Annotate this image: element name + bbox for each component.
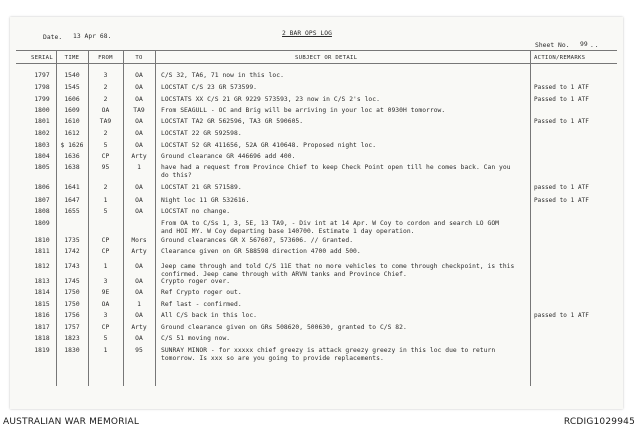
to-cell: OA bbox=[135, 184, 143, 191]
to-cell: TA9 bbox=[133, 107, 145, 114]
from-cell: 1 bbox=[103, 347, 108, 354]
date-label: Date. bbox=[43, 34, 63, 41]
serial-cell: 1802 bbox=[34, 130, 50, 137]
serial-cell: 1799 bbox=[34, 96, 50, 103]
to-cell: OA bbox=[135, 263, 143, 270]
serial-cell: 1805 bbox=[34, 164, 50, 171]
table-row bbox=[10, 84, 623, 93]
sheet-dots: .. bbox=[590, 42, 600, 49]
time-cell: 1745 bbox=[64, 278, 80, 285]
log-sheet bbox=[10, 17, 623, 409]
subject-line: tomorrow. Is xxx so are you going to provide replacements. bbox=[161, 355, 384, 362]
table-row bbox=[10, 142, 623, 151]
subject-line: LOCSTAT 21 GR 571589. bbox=[161, 184, 242, 191]
from-cell: 3 bbox=[103, 312, 108, 319]
action-cell: passed to 1 ATF bbox=[534, 312, 589, 319]
serial-cell: 1798 bbox=[34, 84, 50, 91]
serial-cell: 1816 bbox=[34, 312, 50, 319]
col-header-action: ACTION/REMARKS bbox=[534, 55, 586, 61]
table-row bbox=[10, 164, 623, 179]
subject-line: SUNRAY MINOR - for xxxxx chief greezy is attack greezy greezy in this loc due to return bbox=[161, 347, 496, 354]
time-cell: 1742 bbox=[64, 248, 80, 255]
time-cell: 1823 bbox=[64, 335, 80, 342]
from-cell: 2 bbox=[103, 84, 108, 91]
serial-cell: 1803 bbox=[34, 142, 50, 149]
table-row bbox=[10, 263, 623, 278]
serial-cell: 1818 bbox=[34, 335, 50, 342]
serial-cell: 1815 bbox=[34, 301, 50, 308]
to-cell: OA bbox=[135, 84, 143, 91]
table-row bbox=[10, 237, 623, 246]
from-cell: 3 bbox=[103, 72, 108, 79]
subject-line: Ref last - confirmed. bbox=[161, 301, 242, 308]
to-cell: OA bbox=[135, 72, 143, 79]
to-cell: Arty bbox=[131, 248, 147, 255]
to-cell: 95 bbox=[135, 347, 143, 354]
action-cell: Passed to 1 ATF bbox=[534, 197, 589, 204]
table-row bbox=[10, 335, 623, 344]
table-row bbox=[10, 96, 623, 105]
from-cell: TA9 bbox=[99, 118, 112, 125]
time-cell: 1610 bbox=[64, 118, 80, 125]
from-cell: 2 bbox=[103, 184, 108, 191]
from-cell: 5 bbox=[103, 335, 108, 342]
header-bottom-rule bbox=[16, 63, 617, 64]
time-cell: 1638 bbox=[64, 164, 80, 171]
footer-source: AUSTRALIAN WAR MEMORIAL bbox=[3, 417, 140, 427]
table-row bbox=[10, 153, 623, 162]
to-cell: Mors bbox=[131, 237, 147, 244]
to-cell: Arty bbox=[131, 324, 147, 331]
to-cell: OA bbox=[135, 335, 143, 342]
to-cell: 1 bbox=[137, 301, 141, 308]
table-row bbox=[10, 72, 623, 81]
to-cell: OA bbox=[135, 208, 143, 215]
to-cell: OA bbox=[135, 96, 143, 103]
time-cell: 1757 bbox=[64, 324, 80, 331]
table-row bbox=[10, 312, 623, 321]
subject-line: Clearance given on GR 588598 direction 4700 add 500. bbox=[161, 248, 361, 255]
table-row bbox=[10, 324, 623, 333]
time-cell: 1756 bbox=[64, 312, 80, 319]
subject-line: LOCSTAT TA2 GR 562596, TA3 GR 590605. bbox=[161, 118, 304, 125]
to-cell: 1 bbox=[137, 164, 141, 171]
to-cell: OA bbox=[135, 142, 143, 149]
serial-cell: 1797 bbox=[34, 72, 50, 79]
subject-line: have had a request from Province Chief to keep Check Point open till he comes back. Can you bbox=[161, 164, 511, 171]
time-cell: 1606 bbox=[64, 96, 80, 103]
from-cell: 2 bbox=[103, 130, 108, 137]
time-cell: 1612 bbox=[64, 130, 80, 137]
table-row bbox=[10, 130, 623, 139]
table-row bbox=[10, 278, 623, 287]
log-title: 2 BAR OPS LOG bbox=[282, 30, 332, 37]
from-cell: 2 bbox=[103, 96, 108, 103]
time-cell: 1636 bbox=[64, 153, 80, 160]
time-cell: 1540 bbox=[64, 72, 80, 79]
serial-cell: 1810 bbox=[34, 237, 50, 244]
subject-line: Ref Crypto roger out. bbox=[161, 289, 242, 296]
table-row bbox=[10, 197, 623, 206]
time-cell: 1735 bbox=[64, 237, 80, 244]
subject-line: LOCSTATS XX C/S 21 GR 9229 573593, 23 now in C/S 2's loc. bbox=[161, 96, 380, 103]
col-header-to: TO bbox=[135, 55, 143, 61]
action-cell: Passed to 1 ATF bbox=[534, 84, 589, 91]
col-header-serial: SERIAL bbox=[30, 55, 53, 61]
date-value: 13 Apr 68. bbox=[73, 33, 112, 40]
to-cell: OA bbox=[135, 130, 143, 137]
time-cell: $ 1626 bbox=[60, 142, 84, 149]
table-top-rule bbox=[16, 50, 617, 51]
from-cell: 3 bbox=[103, 278, 108, 285]
serial-cell: 1807 bbox=[34, 197, 50, 204]
serial-cell: 1806 bbox=[34, 184, 50, 191]
serial-cell: 1804 bbox=[34, 153, 50, 160]
subject-line: From OA to C/Ss 1, 3, 5E, 13 TA9, - Div int at 14 Apr. W Coy to cordon and search LO GOM bbox=[161, 220, 500, 227]
from-cell: CP bbox=[101, 153, 110, 160]
from-cell: 9E bbox=[101, 289, 110, 296]
action-cell: Passed to 1 ATF bbox=[534, 118, 589, 125]
time-cell: 1750 bbox=[64, 289, 80, 296]
action-cell: Passed to 1 ATF bbox=[534, 96, 589, 103]
subject-line: Ground clearance given on GRs 508620, 500630, granted to C/S 82. bbox=[161, 324, 407, 331]
serial-cell: 1800 bbox=[34, 107, 50, 114]
time-cell: 1830 bbox=[64, 347, 80, 354]
subject-line: and HOI MY. W Coy departing base 140700. Estimate 1 day operation. bbox=[161, 228, 415, 235]
subject-line: LOCSTAT 52 GR 411656, 52A GR 410648. Proposed night loc. bbox=[161, 142, 377, 149]
action-cell: passed to 1 ATF bbox=[534, 184, 589, 191]
subject-line: Ground clearances GR X 567607, 573606. // Granted. bbox=[161, 237, 354, 244]
from-cell: CP bbox=[101, 248, 110, 255]
subject-line: C/S 51 moving now. bbox=[161, 335, 231, 342]
time-cell: 1609 bbox=[64, 107, 80, 114]
time-cell: 1655 bbox=[64, 208, 80, 215]
table-row bbox=[10, 289, 623, 298]
table-row bbox=[10, 107, 623, 116]
serial-cell: 1817 bbox=[34, 324, 50, 331]
to-cell: OA bbox=[135, 312, 143, 319]
time-cell: 1743 bbox=[64, 263, 80, 270]
time-cell: 1647 bbox=[64, 197, 80, 204]
to-cell: Arty bbox=[131, 153, 147, 160]
subject-line: Jeep came through and told C/S 11E that no more vehicles to come through checkpoint, is this bbox=[161, 263, 515, 270]
serial-cell: 1819 bbox=[34, 347, 50, 354]
table-row bbox=[10, 184, 623, 193]
serial-cell: 1801 bbox=[34, 118, 50, 125]
time-cell: 1545 bbox=[64, 84, 80, 91]
to-cell: OA bbox=[135, 289, 143, 296]
subject-line: LOCSTAT 22 GR 592598. bbox=[161, 130, 242, 137]
subject-line: do this? bbox=[161, 172, 192, 179]
from-cell: 95 bbox=[101, 164, 110, 171]
from-cell: 5 bbox=[103, 208, 108, 215]
col-header-time: TIME bbox=[64, 55, 80, 61]
sheet-label: Sheet No. bbox=[535, 42, 570, 49]
from-cell: OA bbox=[101, 301, 110, 308]
subject-line: LOCSTAT C/S 23 GR 573599. bbox=[161, 84, 258, 91]
col-header-from: FROM bbox=[98, 55, 113, 61]
to-cell: OA bbox=[135, 118, 143, 125]
from-cell: 1 bbox=[103, 263, 108, 270]
serial-cell: 1813 bbox=[34, 278, 50, 285]
serial-cell: 1814 bbox=[34, 289, 50, 296]
table-row bbox=[10, 347, 623, 362]
table-row bbox=[10, 301, 623, 310]
subject-line: Ground clearance GR 446696 add 400. bbox=[161, 153, 296, 160]
from-cell: CP bbox=[101, 237, 110, 244]
subject-line: confirmed. Jeep came through with ARVN tanks and Province Chief. bbox=[161, 271, 407, 278]
to-cell: OA bbox=[135, 278, 143, 285]
subject-line: All C/S back in this loc. bbox=[161, 312, 258, 319]
subject-line: From SEAGULL - OC and Brig will be arriving in your loc at 0930H tomorrow. bbox=[161, 107, 446, 114]
footer-id: RCDIG1029945 bbox=[563, 417, 635, 427]
table-row bbox=[10, 118, 623, 127]
subject-line: Night loc 11 GR 532616. bbox=[161, 197, 250, 204]
to-cell: OA bbox=[135, 197, 143, 204]
from-cell: OA bbox=[101, 107, 110, 114]
table-row bbox=[10, 208, 623, 217]
time-cell: 1750 bbox=[64, 301, 80, 308]
subject-line: C/S 32, TA6, 71 now in this loc. bbox=[161, 72, 284, 79]
serial-cell: 1811 bbox=[34, 248, 50, 255]
from-cell: 5 bbox=[103, 142, 108, 149]
serial-cell: 1812 bbox=[34, 263, 50, 270]
serial-cell: 1809 bbox=[34, 220, 50, 227]
table-row bbox=[10, 220, 623, 235]
from-cell: CP bbox=[101, 324, 110, 331]
sheet-number: 99 bbox=[580, 41, 588, 48]
subject-line: Crypto roger over. bbox=[161, 278, 231, 285]
subject-line: LOCSTAT no change. bbox=[161, 208, 231, 215]
col-header-subject: SUBJECT OR DETAIL bbox=[295, 55, 358, 61]
serial-cell: 1808 bbox=[34, 208, 50, 215]
table-row bbox=[10, 248, 623, 257]
time-cell: 1641 bbox=[64, 184, 80, 191]
from-cell: 1 bbox=[103, 197, 108, 204]
